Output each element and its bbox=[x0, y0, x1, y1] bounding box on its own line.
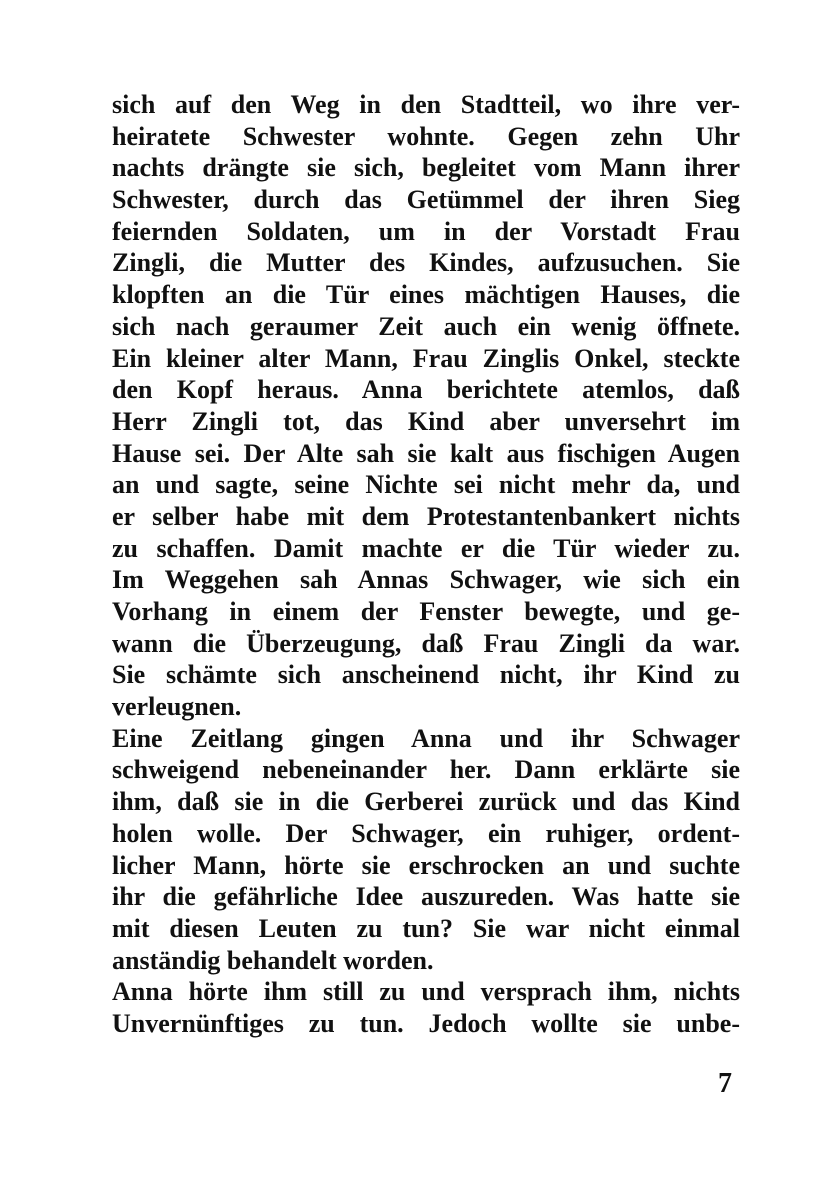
text-line: holen wolle. Der Schwager, ein ruhiger, ordent- bbox=[112, 818, 740, 848]
text-line: sich auf den Weg in den Stadtteil, wo ihre ver- bbox=[112, 90, 740, 119]
text-line: mit diesen Leuten zu tun? Sie war nicht einmal bbox=[112, 913, 740, 943]
text-line: heiratete Schwester wohnte. Gegen zehn Uhr bbox=[112, 121, 740, 151]
page-number: 7 bbox=[718, 1068, 732, 1099]
text-line: Schwester, durch das Getümmel der ihren Sieg bbox=[112, 185, 740, 215]
text-line: schweigend nebeneinander her. Dann erklärte sie bbox=[112, 755, 740, 785]
text-line: feiernden Soldaten, um in der Vorstadt Frau bbox=[112, 216, 740, 246]
text-line: ihr die gefährliche Idee auszureden. Was hatte sie bbox=[112, 882, 740, 912]
text-line: den Kopf heraus. Anna berichtete atemlos, daß bbox=[112, 375, 740, 405]
text-line: Sie schämte sich anscheinend nicht, ihr Kind zu bbox=[112, 660, 740, 690]
paragraph-end-line: anständig behandelt worden. bbox=[112, 945, 434, 975]
text-line: er selber habe mit dem Protestantenbankert nichts bbox=[112, 501, 740, 531]
text-line: Hause sei. Der Alte sah sie kalt aus fischigen Augen bbox=[112, 438, 740, 468]
text-line: Anna hörte ihm still zu und versprach ihm, nichts bbox=[112, 977, 740, 1007]
text-line: nachts drängte sie sich, begleitet vom Mann ihrer bbox=[112, 153, 740, 183]
text-line: an und sagte, seine Nichte sei nicht mehr da, und bbox=[112, 470, 740, 500]
text-line: Vorhang in einem der Fenster bewegte, und ge- bbox=[112, 597, 740, 626]
text-line: zu schaffen. Damit machte er die Tür wieder zu. bbox=[112, 533, 740, 563]
text-line: Eine Zeitlang gingen Anna und ihr Schwager bbox=[112, 723, 740, 753]
text-line: Herr Zingli tot, das Kind aber unversehrt im bbox=[112, 406, 740, 436]
text-line: Unvernünftiges zu tun. Jedoch wollte sie unbe- bbox=[112, 1008, 740, 1038]
text-line: ihm, daß sie in die Gerberei zurück und das Kind bbox=[112, 787, 740, 817]
text-line: Ein kleiner alter Mann, Frau Zinglis Onkel, steckte bbox=[112, 343, 740, 373]
text-line: sich nach geraumer Zeit auch ein wenig öffnete. bbox=[112, 311, 740, 341]
text-line: licher Mann, hörte sie erschrocken an und suchte bbox=[112, 850, 740, 880]
paragraph-end-line: verleugnen. bbox=[112, 692, 242, 722]
text-line: Zingli, die Mutter des Kindes, aufzusuchen. Sie bbox=[112, 248, 740, 278]
body-text bbox=[112, 89, 740, 1040]
text-line: wann die Überzeugung, daß Frau Zingli da war. bbox=[112, 628, 740, 658]
text-line: klopften an die Tür eines mächtigen Hauses, die bbox=[112, 280, 740, 310]
text-line: Im Weggehen sah Annas Schwager, wie sich ein bbox=[112, 565, 740, 595]
